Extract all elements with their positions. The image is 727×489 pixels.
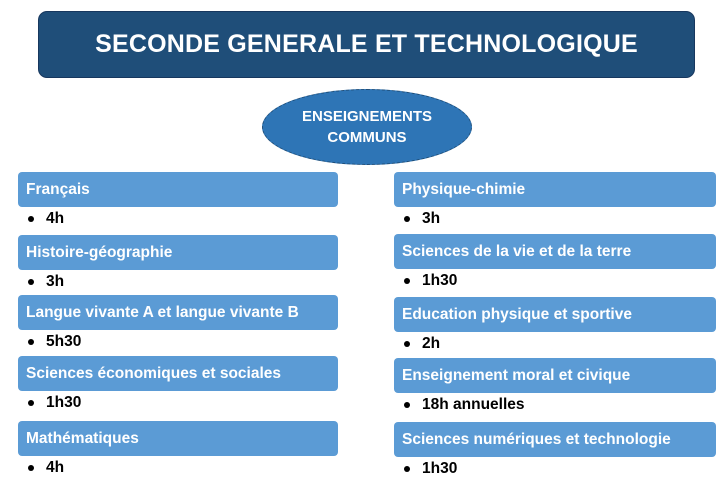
subject-hours: 3h: [46, 272, 65, 290]
title-banner: [38, 11, 695, 78]
subject-hours: 1h30: [46, 393, 82, 411]
subject-hours-row: [18, 391, 338, 414]
subject-hours: 1h30: [422, 271, 458, 289]
subject-hours-row: [18, 456, 338, 479]
subject-item-mathematiques: [18, 421, 338, 479]
subject-hours: 1h30: [422, 459, 458, 477]
subject-hours-row: [394, 457, 716, 480]
subject-name: Histoire-géographie: [18, 235, 338, 270]
bullet-icon: [28, 279, 34, 285]
subject-name: Mathématiques: [18, 421, 338, 456]
bullet-icon: [404, 216, 410, 222]
subject-item-snt: [394, 422, 716, 480]
bullet-icon: [28, 216, 34, 222]
subject-name: Sciences de la vie et de la terre: [394, 234, 716, 269]
subject-name: Physique-chimie: [394, 172, 716, 207]
subject-item-svt: [394, 234, 716, 292]
subject-item-ses: [18, 356, 338, 414]
bullet-icon: [28, 400, 34, 406]
bullet-icon: [28, 465, 34, 471]
bullet-icon: [404, 341, 410, 347]
subject-name: Français: [18, 172, 338, 207]
subject-item-francais: [18, 172, 338, 230]
subject-item-langues: [18, 295, 338, 353]
subject-name: Langue vivante A et langue vivante B: [18, 295, 338, 330]
subject-hours: 5h30: [46, 332, 82, 350]
common-label-line1: ENSEIGNEMENTS: [301, 108, 433, 125]
subject-hours-row: [18, 207, 338, 230]
common-subjects-ellipse: [262, 89, 472, 165]
subject-hours: 4h: [46, 209, 65, 227]
subject-hours-row: [394, 332, 716, 355]
common-label-line2: COMMUNS: [327, 129, 407, 146]
subject-item-physique-chimie: [394, 172, 716, 230]
subject-hours-row: [18, 270, 338, 293]
subject-hours-row: [18, 330, 338, 353]
bullet-icon: [404, 402, 410, 408]
subject-hours-row: [394, 207, 716, 230]
subject-hours: 3h: [422, 209, 441, 227]
subject-name: Enseignement moral et civique: [394, 358, 716, 393]
subject-name: Education physique et sportive: [394, 297, 716, 332]
common-subjects-label: [302, 106, 432, 148]
subject-name: Sciences numériques et technologie: [394, 422, 716, 457]
subject-hours: 18h annuelles: [422, 395, 525, 413]
page-title: SECONDE GENERALE ET TECHNOLOGIQUE: [95, 30, 638, 58]
bullet-icon: [28, 339, 34, 345]
subject-hours-row: [394, 269, 716, 292]
subject-name: Sciences économiques et sociales: [18, 356, 338, 391]
subject-item-eps: [394, 297, 716, 355]
subject-item-histoire-geographie: [18, 235, 338, 293]
bullet-icon: [404, 466, 410, 472]
bullet-icon: [404, 278, 410, 284]
subject-hours-row: [394, 393, 716, 416]
subject-item-emc: [394, 358, 716, 416]
subject-hours: 2h: [422, 334, 441, 352]
subject-hours: 4h: [46, 458, 65, 476]
